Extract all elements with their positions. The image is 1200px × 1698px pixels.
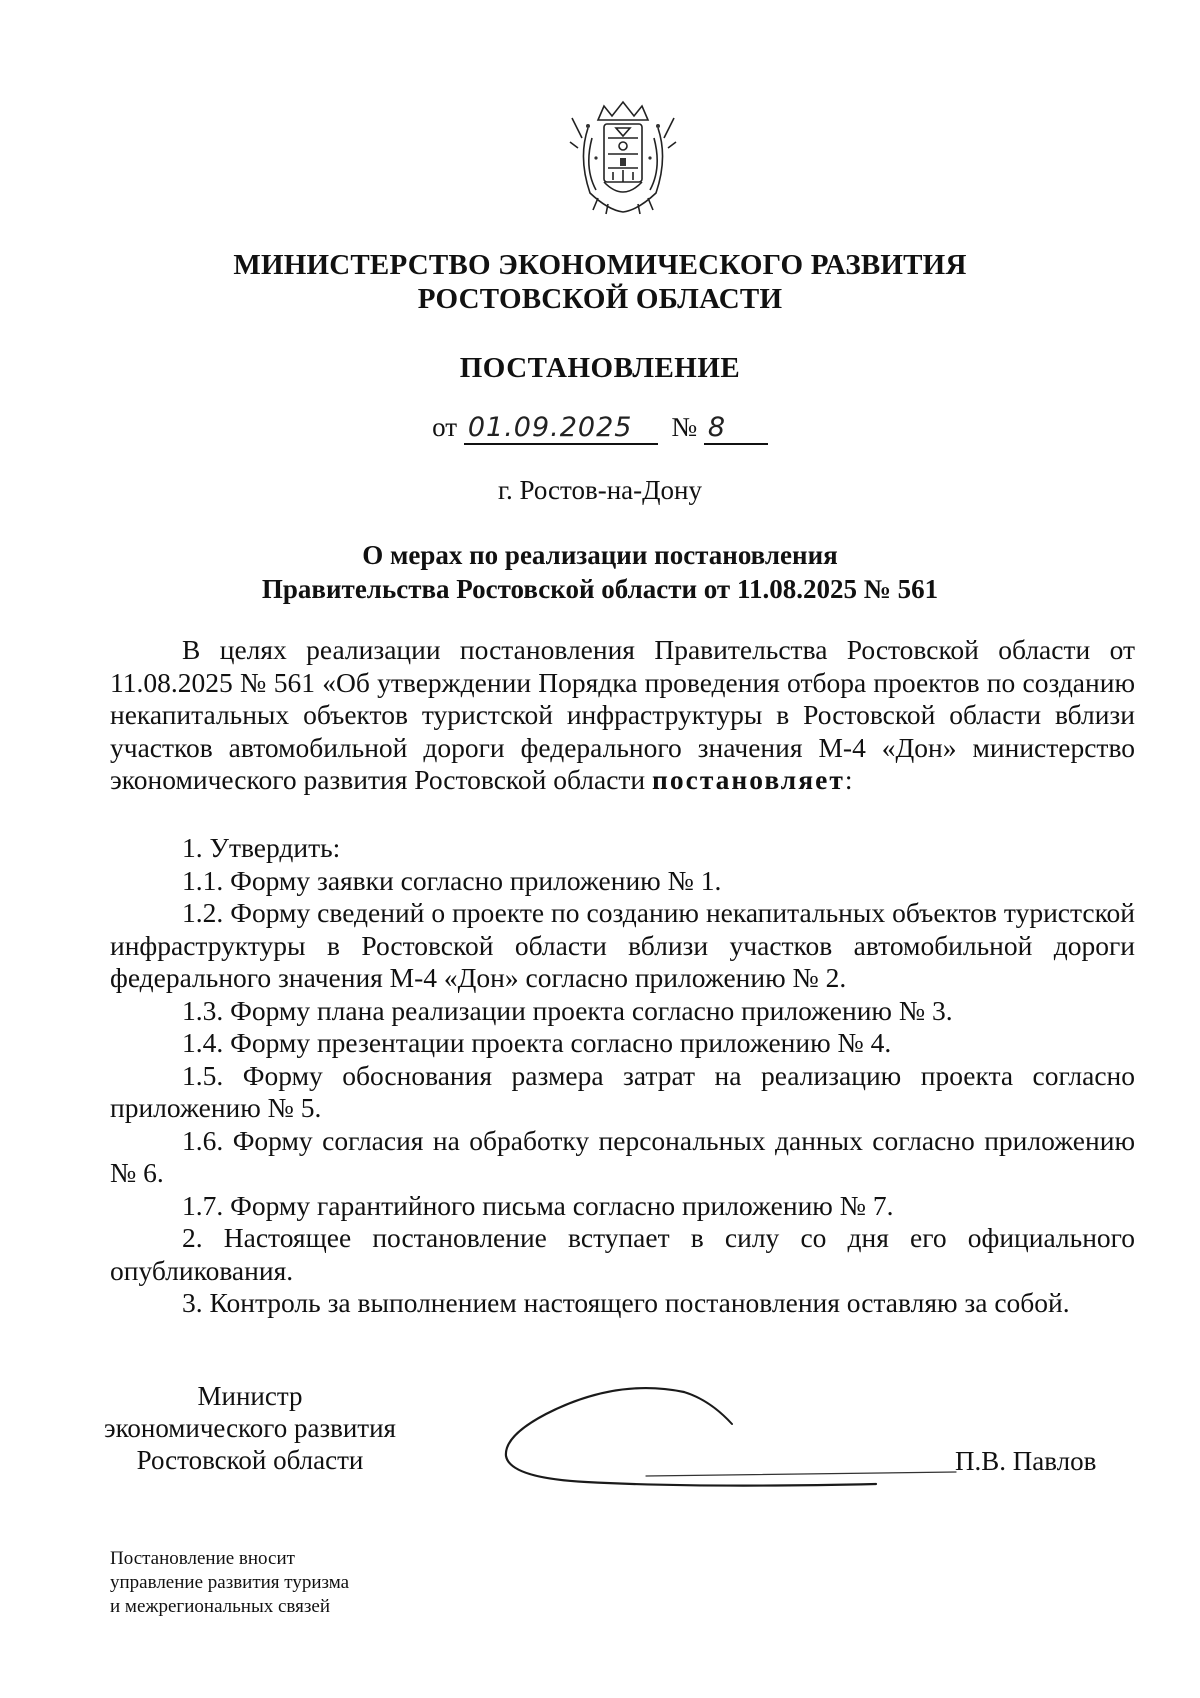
list-item: 1.1. Форму заявки согласно приложению № 1. — [182, 864, 722, 896]
list-item: 1.5. Форму обоснования размера затрат на реализацию проекта согласно приложению № 5. — [110, 1059, 1135, 1123]
prepared-by-line3: и межрегиональных связей — [110, 1596, 330, 1617]
date-value: 01.09.2025 — [464, 413, 658, 445]
prepared-by-line2: управление развития туризма — [110, 1572, 350, 1593]
title-line2: Правительства Ростовской области от 11.08.2025 № 561 — [261, 574, 939, 604]
prepared-by-note — [110, 1547, 349, 1619]
signer-position-line2: экономического развития — [104, 1413, 396, 1443]
signer-position-line3: Ростовской области — [136, 1445, 364, 1475]
list-item: 1.3. Форму плана реализации проекта согласно приложению № 3. — [182, 994, 953, 1026]
preamble — [110, 634, 1135, 797]
resolution-items — [110, 832, 1135, 1320]
signer-name: П.В. Павлов — [955, 1446, 1097, 1476]
list-item: 1.6. Форму согласия на обработку персональных данных согласно приложению № 6. — [110, 1124, 1135, 1188]
number-prefix: № — [671, 412, 698, 442]
ministry-name — [0, 248, 1200, 316]
date-prefix: от — [432, 412, 458, 442]
prepared-by-line1: Постановление вносит — [110, 1548, 295, 1569]
list-item: 1.4. Форму презентации проекта согласно приложению № 4. — [182, 1027, 892, 1058]
list-item: 1. Утвердить: — [182, 832, 341, 863]
list-item: 2. Настоящее постановление вступает в силу со дня его официального опубликования. — [110, 1222, 1135, 1286]
ministry-name-line2: РОСТОВСКОЙ ОБЛАСТИ — [417, 283, 783, 315]
coat-of-arms-icon — [568, 98, 678, 216]
list-item: 1.7. Форму гарантийного письма согласно приложению № 7. — [182, 1189, 894, 1221]
decree-word: постановляет — [652, 764, 845, 795]
document-title — [0, 538, 1200, 606]
preamble-paragraph — [110, 634, 1135, 797]
date-number-line — [0, 412, 1200, 445]
document-type: ПОСТАНОВЛЕНИЕ — [459, 352, 741, 384]
handwritten-signature — [496, 1384, 966, 1504]
title-line1: О мерах по реализации постановления — [362, 540, 838, 570]
signer-position-line1: Министр — [197, 1381, 303, 1411]
list-item: 1.2. Форму сведений о проекте по созданию некапитальных объектов туристской инфраструктуры в Ростовской области вблизи участков автомобильной дороги федерального значения М-4 «Дон» согласно приложению № 2. — [110, 897, 1135, 993]
city: г. Ростов-на-Дону — [497, 475, 702, 505]
list-item: 3. Контроль за выполнением настоящего постановления оставляю за собой. — [182, 1287, 1070, 1318]
signer-position — [90, 1380, 410, 1476]
ministry-name-line1: МИНИСТЕРСТВО ЭКОНОМИЧЕСКОГО РАЗВИТИЯ — [233, 249, 967, 281]
preamble-text: В целях реализации постановления Правительства Ростовской области от 11.08.2025 № 561 «Об утверждении Порядка проведения отбора проектов по созданию некапитальных объектов туристской инфраструктуры в Ростовской области вблизи участков автомобильной дороги федерального значения М-4 «Дон» министерство экономического развития Ростовской области — [110, 634, 1135, 795]
preamble-colon: : — [844, 764, 853, 795]
number-value: 8 — [704, 413, 768, 445]
